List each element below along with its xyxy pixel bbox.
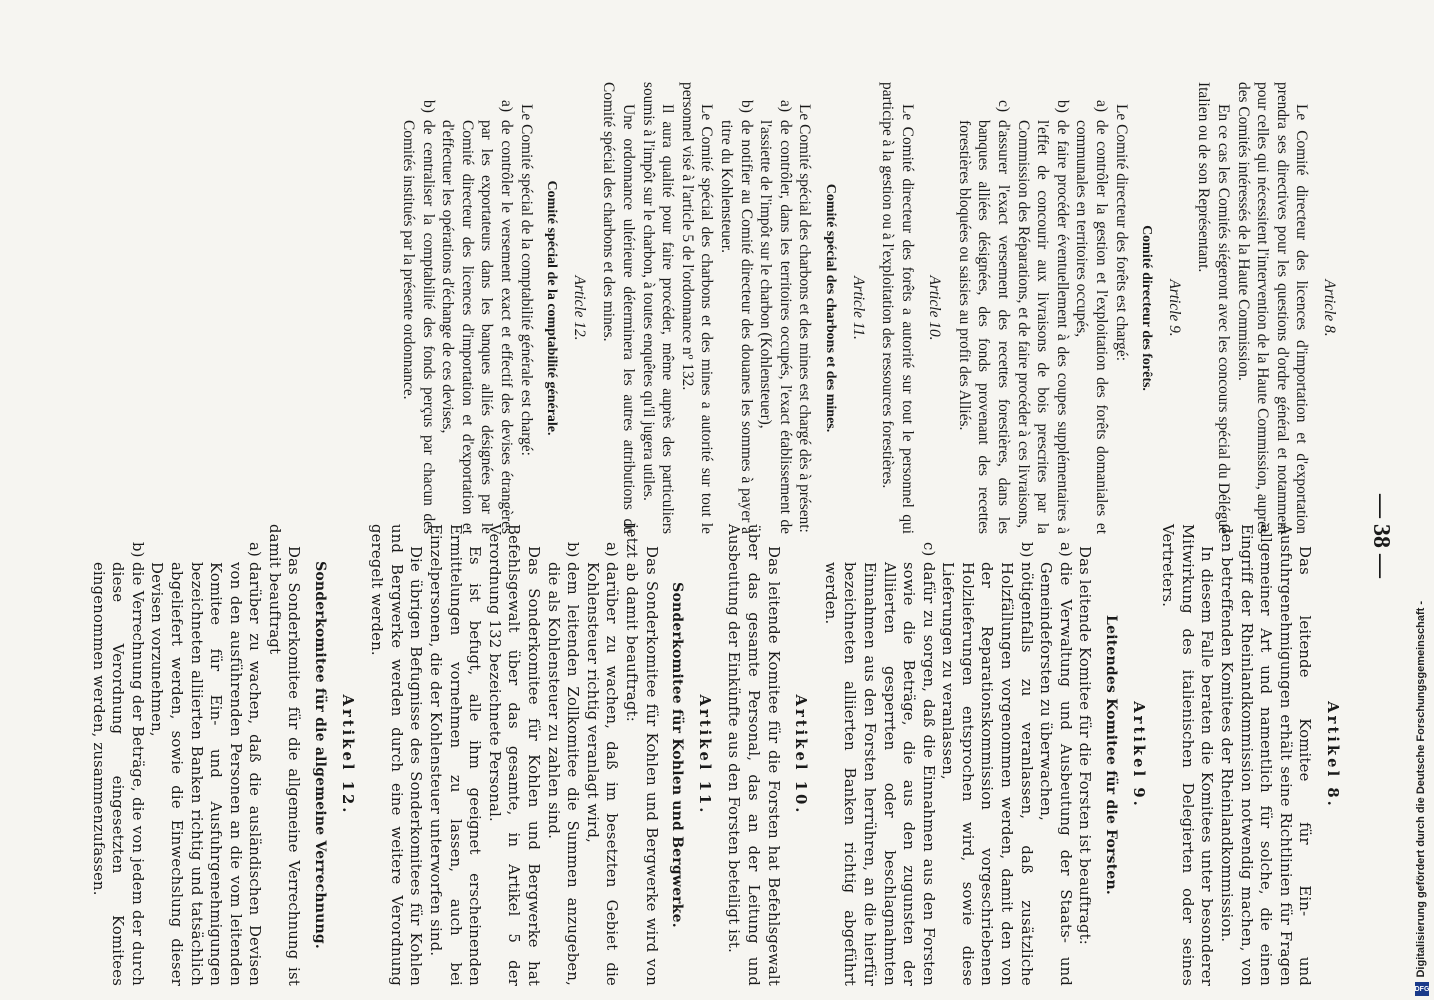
article-12-title-de: Artikel 12. [338,694,356,816]
paragraph: Das leitende Komitee für die Forsten ist beauftragt: [1076,546,1094,945]
list-item: a)darüber zu wachen, daß die ausländischen Devisen von den ausführenden Personen an die vom leitenden Komitee für Ein- und Ausfuhrgenehmigungen bezeichneten alliierten Banken richtig und tatsächlich abgeliefert werden, sowie die Einwechslung dieser Devisen vorzunehmen, [148,542,264,986]
paragraph: Le Comité spécial des charbons et des mines est chargé dès à présent: [796,104,814,533]
section-heading: Comité directeur des forêts. [1139,225,1155,391]
article-11-title-de: Artikel 11. [695,694,713,816]
paragraph: Es ist befugt, alle ihm geeignet erscheinenden Ermittelungen vornehmen zu lassen, auch bei Einzelpersonen, die der Kohlensteuer unterworfen sind. [427,524,484,986]
list-item: a)de contrôler le versement exact et effectif des devises étrangères par les exportateurs dans les banques alliés désignées par le Comité directeur des licences d'importation et d'exportation et d'effectuer les opérations d'échange de ces devises, [439,100,516,534]
article-10-title-de: Artikel 10. [792,694,810,816]
list-item: c)d'assurer l'exact versement des recettes forestières, dans les banques alliées désignées, des fonds provenant des recettes forestières bloquées ou saisies au profit des Alliés. [955,100,1013,534]
list-item: b)nötigenfalls zu veranlassen, daß zusätzliche Holzfällungen vorgenommen werden, damit den von der Reparationskommission vorgeschriebenen Holzlieferungen entsprochen wird, sowie diese Lieferungen zu veranlassen, [939,542,1035,986]
list-item: a)darüber zu wachen, daß im besetzten Gebiet die Kohlensteuer richtig veranlagt wird, [583,542,621,986]
french-column [398,82,1349,534]
list-item: a)die Verwaltung und Ausbeutung der Staats- und Gemeindeforsten zu überwachen, [1037,542,1074,986]
paragraph: Le Comité spécial des charbons et des mines a autorité sur tout le personnel visé à l'article 5 de l'ordonnance nº 132. [678,82,716,534]
article-9-title-fr: Article 9. [1165,279,1183,337]
paragraph: En ce cas les Comités siégeront avec les concours spécial du Délégué Italien ou de son Représentant. [1195,82,1233,534]
section-heading: Comité spécial des charbons et des mines. [822,183,838,433]
paragraph: In diesem Falle beraten die Komitees unter besonderer Mitwirkung des italienischen Delegierten oder seines Vertreters. [1159,524,1216,986]
list-item: b)dem leitenden Zollkomitee die Summen anzugeben, die als Kohlensteuer zu zahlen sind. [544,542,582,986]
paragraph: Das leitende Komitee für die Forsten hat Befehlsgewalt über das gesamte Personal, das an der Leitung und Ausbeutung der Einkünfte aus den Forsten beteiligt ist. [725,524,782,986]
article-8-title-de: Artikel 8. [1324,701,1341,809]
article-8-title-fr: Article 8. [1321,279,1338,337]
paragraph: Une ordonnance ultérieure déterminera les autres attributions du Comité spécial des charbons et des mines. [600,82,637,534]
paragraph: Il aura qualité pour faire procéder, même auprès des particuliers soumis à l'impôt sur le charbon, à toutes enquêtes qu'il jugera utiles. [639,82,677,534]
section-heading: Leitendes Komitee für die Forsten. [1103,615,1120,895]
section-heading: Sonderkomitee für die allgemeine Verrechnung. [312,561,329,949]
list-item: b)de notifier au Comité directeur des douanes les sommes à payer à titre du Kohlensteuer. [717,100,755,534]
paragraph: Das Sonderkomitee für Kohlen und Bergwerke wird von jetzt ab damit beauftragt: [623,524,660,986]
paragraph: Le Comité directeur des forêts a autorité sur tout le personnel qui participe à la gestion ou à l'exploitation des ressources forestières. [879,82,916,534]
paragraph: Die übrigen Befugnisse des Sonderkomitees für Kohlen und Bergwerke werden durch eine weitere Verordnung geregelt werden. [368,524,425,986]
dfg-credit-text: Digitalisierung gefördert durch die Deutsche Forschungsgemeinschaft - [1415,601,1427,978]
paragraph: Le Comité directeur des licences d'importation et d'exportation prendra ses directives pour les questions d'ordre général et notamment pour celles qui nécessitent l'intervention de la Haute Commission, auprès des Comités intéressés de la Haute Commission. [1234,82,1311,534]
list-item: b)de faire procéder éventuellement à des coupes supplémentaires à l'effet de concourir aux livraisons de bois prescrites par la Commission des Réparations, et de faire procéder à ces livraisons, [1014,100,1071,534]
paragraph: Le Comité directeur des forêts est chargé: [1112,104,1130,361]
article-10-title-fr: Article 10. [926,275,944,341]
list-item: c)dafür zu sorgen, daß die Einnahmen aus den Forsten sowie die Beträge, die aus den zugunsten der Alliierten gesperrten oder beschlagnahmten Einnahmen aus den Forsten herrühren, an die hierfür bezeichneten alliierten Banken richtig abgeführt werden. [821,542,937,986]
paragraph: Das Sonderkomitee für die allgemeine Verrechnung ist damit beauftragt [265,524,303,986]
list-item: a)de contrôler, dans les territoires occupés, l'exact établissement de l'assiette de l'impôt sur le charbon (Kohlensteuer), [757,100,794,534]
german-column [88,524,1352,986]
paragraph: Das leitende Komitee für Ein- und Ausfuhrgenehmigungen erhält seine Richtlinien für Fragen allgemeiner Art und namentlich für solche, die einen Eingriff der Rheinlandkommission notwendig machen, von den betreffenden Komitees der Rheinlandkommission. [1218,524,1314,986]
paragraph: Das Sonderkomitee für Kohlen und Bergwerke hat Befehlsgewalt über das gesamte, in Artikel 5 der Verordnung 132 bezeichnete Personal. [485,524,543,986]
list-item: b)de centraliser la comptabilité des fonds perçus par chacun des Comités institués par la présente ordonnance. [400,100,437,534]
dfg-logo-icon: DFG [1415,982,1429,996]
section-heading: Comité spécial de la comptabilité générale. [544,180,560,436]
article-9-title-de: Artikel 9. [1129,701,1147,809]
list-item: b)die Verrechnung der Beträge, die von jedem der durch diese Verordnung eingesetzten Komitees eingenommen werden, zusammenzufassen. [89,542,146,986]
article-11-title-fr: Article 11. [849,276,867,340]
list-item: a)de contrôler la gestion et l'exploitation des forêts domaniales et communales en territoires occupés, [1073,100,1111,534]
section-heading: Sonderkomitee für Kohlen und Bergwerke. [669,582,686,928]
page-number: — 38 — [1368,494,1394,578]
digitization-credit-bar [1412,0,1434,1000]
article-12-title-fr: Article 12. [570,275,588,341]
paragraph: Le Comité spécial de la comptabilité générale est chargé: [517,104,535,456]
